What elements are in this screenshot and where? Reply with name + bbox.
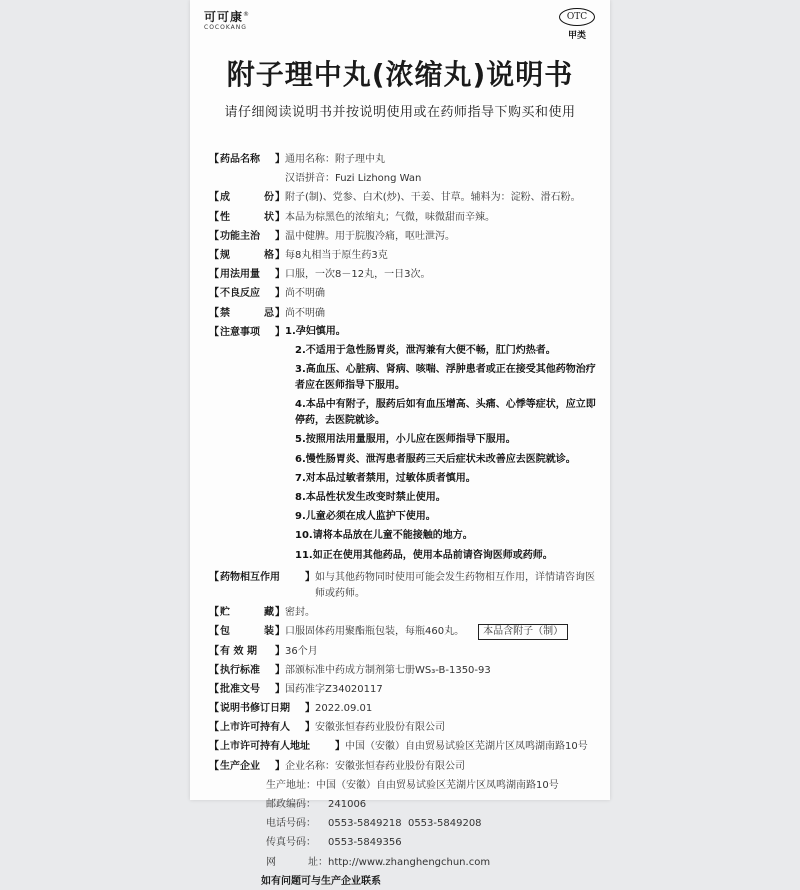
section-label: 【 药物相互作用 】 — [209, 571, 315, 583]
section-indications — [209, 229, 604, 245]
precaution-item: 11.如正在使用其他药品，使用本品前请咨询医师或药师。 — [295, 549, 553, 561]
section-label: 【 批准文号 】 — [209, 683, 285, 695]
website-row: 网 址： http://www.zhanghengchun.com — [209, 855, 604, 871]
otc-class: 甲类 — [567, 31, 586, 41]
otc-mark — [558, 8, 596, 41]
leaflet-body — [209, 152, 604, 890]
fax-row: 传真号码： 0553-5849356 — [209, 835, 604, 851]
precaution-item: 6.慢性肠胃炎、泄泻患者服药三天后症状未改善应去医院就诊。 — [295, 453, 576, 465]
section-dosage — [209, 267, 604, 283]
section-label: 【 贮 藏 】 — [209, 607, 285, 619]
section-validity — [209, 644, 604, 660]
otc-badge: OTC — [559, 8, 595, 26]
precaution-item: 5.按照用法用量服用，小儿应在医师指导下服用。 — [295, 434, 516, 446]
section-label: 【 功能主治 】 — [209, 230, 285, 242]
section-ingredients — [209, 190, 604, 206]
registered-mark: ® — [243, 11, 251, 18]
section-manufacturer — [209, 759, 604, 775]
manufacturer-address-row — [209, 778, 604, 794]
section-label: 【 性 状 】 — [209, 211, 285, 223]
section-value: 安徽张恒春药业股份有限公司 — [315, 722, 445, 734]
section-label: 【 禁 忌 】 — [209, 307, 285, 319]
section-value: 部颁标准中药成方制剂第七册WS₃-B-1350-93 — [285, 664, 491, 676]
logo-text: 可可康 — [204, 10, 244, 24]
section-value: 尚不明确 — [285, 307, 325, 319]
contact-footer: 如有问题可与生产企业联系 — [261, 875, 381, 887]
section-label: 【 不良反应 】 — [209, 288, 285, 300]
postcode: 241006 — [328, 799, 367, 810]
section-value: 附子(制)、党参、白术(炒)、干姜、甘草。辅料为：淀粉、滑石粉。 — [285, 192, 581, 204]
precaution-item: 8.本品性状发生改变时禁止使用。 — [295, 492, 446, 503]
section-standard — [209, 663, 604, 679]
precautions-list — [285, 324, 604, 567]
section-contraindications — [209, 306, 604, 322]
section-value: 口服，一次8－12丸，一日3次。 — [285, 269, 431, 281]
section-value: 温中健脾。用于脘腹冷痛，呕吐泄泻。 — [285, 230, 455, 242]
section-label: 【 规 格 】 — [209, 249, 285, 261]
phone-row: 电话号码： 0553-5849218 0553-5849208 — [209, 816, 604, 832]
section-label: 【 执行标准 】 — [209, 664, 285, 676]
document-title: 附子理中丸(浓缩丸)说明书 — [226, 58, 574, 91]
section-revision-date — [209, 701, 604, 717]
aconite-notice-box: 本品含附子（制） — [478, 624, 568, 640]
section-package — [209, 624, 604, 640]
precaution-item: 10.请将本品放在儿童不能接触的地方。 — [295, 530, 473, 542]
precaution-item: 4.本品中有附子，服药后如有血压增高、头痛、心悸等症状，应立即停药，去医院就诊。 — [295, 399, 596, 427]
pinyin-name: 汉语拼音：Fuzi Lizhong Wan — [285, 173, 422, 185]
precaution-item: 9.儿童必须在成人监护下使用。 — [295, 511, 436, 523]
manufacturer-name: 企业名称：安徽张恒春药业股份有限公司 — [285, 760, 465, 772]
section-label: 【 成 份 】 — [209, 192, 285, 204]
leaflet-sheet — [190, 0, 610, 887]
section-mah-address — [209, 739, 604, 755]
section-label: 【 包 装 】 — [209, 626, 285, 638]
section-properties — [209, 210, 604, 226]
section-label: 【 上市许可持有人 】 — [209, 722, 315, 734]
section-value: 如与其他药物同时使用可能会发生药物相互作用，详情请咨询医师或药师。 — [315, 571, 595, 599]
precaution-item: 1.孕妇慎用。 — [285, 325, 346, 337]
postcode-row: 邮政编码： 241006 — [209, 797, 604, 813]
precaution-item: 2.不适用于急性肠胃炎，泄泻兼有大便不畅，肛门灼热者。 — [295, 344, 556, 356]
fax-number: 0553-5849356 — [328, 837, 402, 849]
section-label: 【 有 效 期 】 — [209, 645, 285, 657]
common-name: 通用名称：附子理中丸 — [285, 154, 385, 165]
section-precautions — [209, 325, 604, 567]
phone-number: 0553-5849218 0553-5849208 — [328, 818, 482, 830]
section-value: 本品为棕黑色的浓缩丸；气微，味微甜而辛辣。 — [285, 211, 495, 223]
logo-subtext: COCOKANG — [204, 24, 247, 31]
section-label: 【 药品名称 】 — [209, 154, 285, 165]
section-value: 每8丸相当于原生药3克 — [285, 249, 388, 261]
section-value: 2022.09.01 — [315, 703, 373, 715]
precaution-item: 7.对本品过敏者禁用，过敏体质者慎用。 — [295, 472, 476, 484]
section-drug-pinyin — [209, 171, 604, 187]
section-label: 【 上市许可持有人地址 】 — [209, 741, 345, 753]
section-label: 【 生产企业 】 — [209, 760, 285, 772]
section-label: 【 注意事项 】 — [209, 326, 285, 338]
section-label: 【 说明书修订日期 】 — [209, 703, 315, 715]
section-storage — [209, 605, 604, 621]
website-url: http://www.zhanghengchun.com — [328, 856, 491, 868]
section-specification — [209, 248, 604, 264]
section-value: 中国（安徽）自由贸易试验区芜湖片区凤鸣湖南路10号 — [345, 741, 588, 753]
section-value: 36个月 — [285, 645, 318, 657]
section-value: 密封。 — [285, 607, 315, 619]
section-adverse-reactions — [209, 286, 604, 302]
section-value: 口服固体药用聚酯瓶包装，每瓶460丸。 — [285, 626, 465, 638]
section-value: 国药准字Z34020117 — [285, 683, 383, 695]
section-drug-name — [209, 152, 604, 168]
document-subtitle: 请仔细阅读说明书并按说明使用或在药师指导下购买和使用 — [224, 105, 576, 120]
section-value: 尚不明确 — [285, 288, 325, 300]
section-approval — [209, 682, 604, 698]
section-interactions — [209, 570, 604, 602]
section-label: 【 用法用量 】 — [209, 269, 285, 281]
brand-logo — [204, 8, 264, 32]
section-mah — [209, 720, 604, 736]
manufacturer-address: 生产地址：中国（安徽）自由贸易试验区芜湖片区凤鸣湖南路10号 — [266, 779, 559, 791]
precaution-item: 3.高血压、心脏病、肾病、咳喘、浮肿患者或正在接受其他药物治疗者应在医师指导下服用。 — [295, 364, 596, 392]
